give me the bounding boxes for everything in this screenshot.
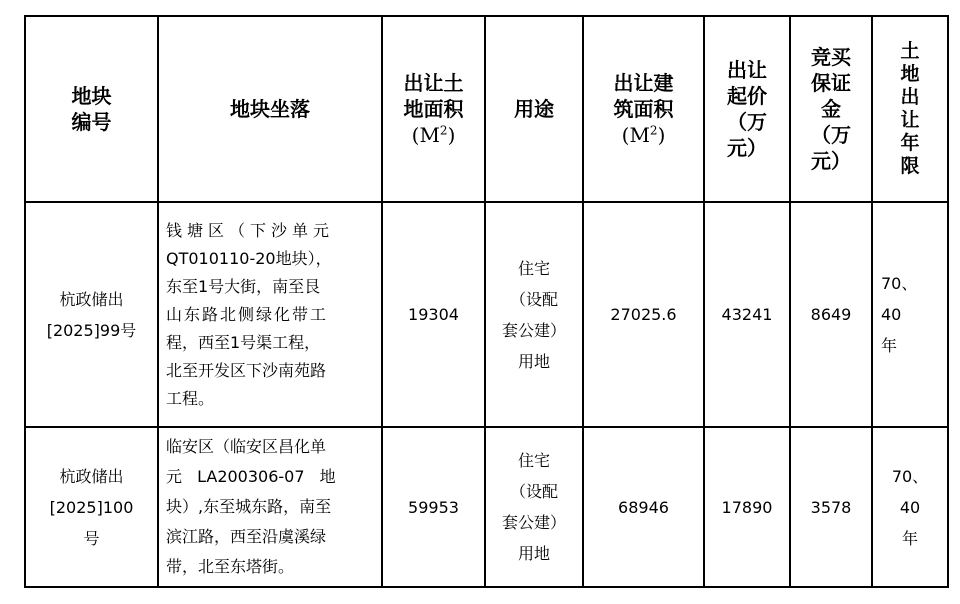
row2-use: 住宅 （设配 套公建） 用地 [501,451,566,563]
row2-deposit: 3578 [810,497,852,517]
row2-land-area: 59953 [408,497,459,517]
row2-plot-no: 杭政储出 [2025]100 号 [49,466,134,548]
header-land-area: 出让土 地面积 $(M^2)$ [403,71,464,147]
row1-plot-no: 杭政储出 [2025]99号 [46,289,137,340]
row2-location: 临安区（临安区昌化单 元 LA200306-07 地 块）,东至城东路，南至 滨江路，西至沿虞溪绿 带，北至东塔街。 [166,437,336,576]
header-start-price: 出让 起价 （万 元） [727,58,767,160]
header-plot-no: 地块 编号 [71,84,112,134]
header-term: 土 地 出 让 年 限 [900,40,920,177]
row1-term: 70、 40 年 [881,274,918,355]
row1-start-price: 43241 [721,305,773,324]
row1-location: 钱塘区（下沙单元 QT010110-20地块）， 东至1号大街，南至艮 山东路北侧绿化带工 程，西至1号渠工程， 北至开发区下沙南苑路 工程。 [166,220,335,408]
header-deposit: 竞买 保证 金 （万 元） [811,45,851,173]
row1-use: 住宅 （设配 套公建） 用地 [501,258,566,371]
row2-term: 70、 40 年 [891,466,929,548]
row2-start-price: 17890 [721,497,773,517]
row2-building-area: 68946 [618,497,669,517]
row1-building-area: 27025.6 [610,305,677,324]
row1-deposit: 8649 [810,305,852,324]
header-building-area: 出让建 筑面积 $(M^2)$ [613,71,674,147]
land-auction-table [24,15,949,588]
header-location: 地块坐落 [230,97,310,121]
header-use: 用途 [514,97,554,121]
row1-land-area: 19304 [408,305,459,324]
